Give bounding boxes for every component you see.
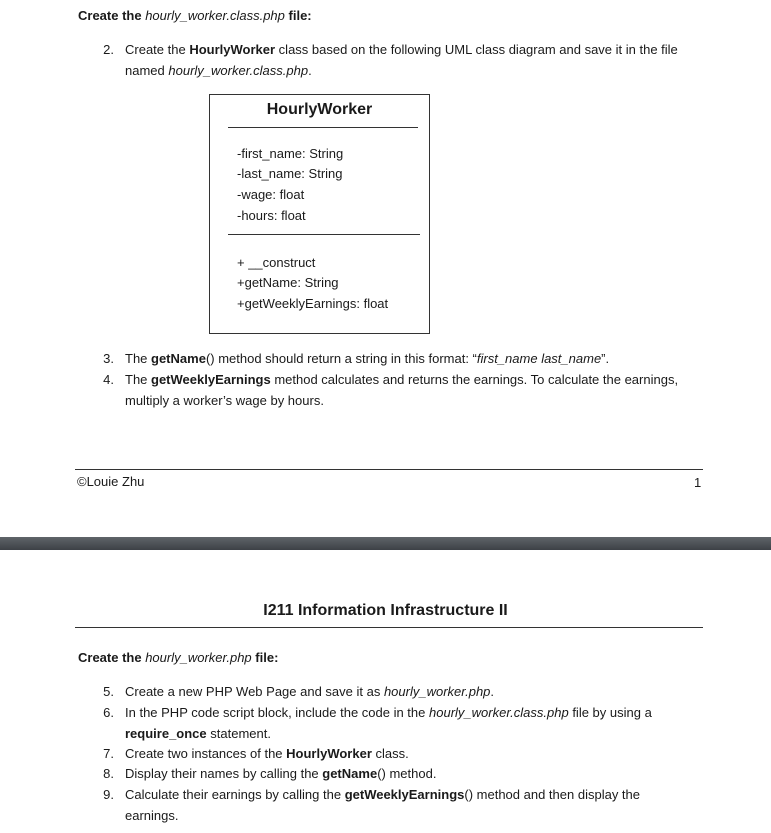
course-title: I211 Information Infrastructure II — [263, 602, 508, 619]
step-text: The getName() method should return a string in this format: “first_name last_name”. — [125, 351, 610, 366]
heading-filename: hourly_worker.php — [145, 650, 252, 665]
uml-method: + __construct — [237, 255, 316, 270]
uml-divider-bottom — [228, 234, 420, 235]
step-text: Create a new PHP Web Page and save it as hourly_worker.php. — [125, 684, 495, 699]
step-number: 4. — [103, 372, 114, 387]
uml-method: +getWeeklyEarnings: float — [237, 296, 389, 311]
step-text: The getWeeklyEarnings method calculates and returns the earnings. To calculate the earnings, multiply a worker’s wage by hours. — [125, 372, 679, 408]
uml-attribute: -first_name: String — [237, 146, 344, 161]
step-text: Display their names by calling the getName() method. — [125, 766, 437, 781]
uml-attribute: -wage: float — [237, 187, 305, 202]
uml-class-diagram — [209, 94, 430, 334]
title-rule — [75, 627, 703, 628]
heading-filename: hourly_worker.class.php — [145, 8, 285, 23]
page2-heading: Create the hourly_worker.php file: — [78, 650, 279, 665]
uml-method: +getName: String — [237, 275, 339, 290]
step-number: 6. — [103, 705, 114, 720]
footer-page-number: 1 — [694, 475, 702, 490]
page-separator — [0, 537, 771, 550]
uml-attribute: -last_name: String — [237, 166, 343, 181]
footer-author: ©Louie Zhu — [77, 474, 145, 489]
page1-heading: Create the hourly_worker.class.php file: — [78, 8, 312, 23]
step-text: Create two instances of the HourlyWorker class. — [125, 746, 409, 761]
footer-rule — [75, 469, 703, 470]
step-number: 7. — [103, 746, 114, 761]
step-number: 2. — [103, 42, 114, 57]
step-number: 9. — [103, 787, 114, 802]
uml-divider-top — [228, 127, 418, 128]
uml-class-name: HourlyWorker — [266, 101, 373, 118]
step-number: 5. — [103, 684, 114, 699]
uml-attribute: -hours: float — [237, 208, 306, 223]
step-text: Calculate their earnings by calling the getWeeklyEarnings() method and then display the earnings. — [125, 787, 640, 823]
step-text: In the PHP code script block, include the code in the hourly_worker.class.php file by using a require_once statement. — [125, 705, 652, 741]
step-number: 3. — [103, 351, 114, 366]
step-text: Create the HourlyWorker class based on the following UML class diagram and save it in the file named hourly_worker.class.php. — [125, 42, 678, 78]
step-number: 8. — [103, 766, 114, 781]
